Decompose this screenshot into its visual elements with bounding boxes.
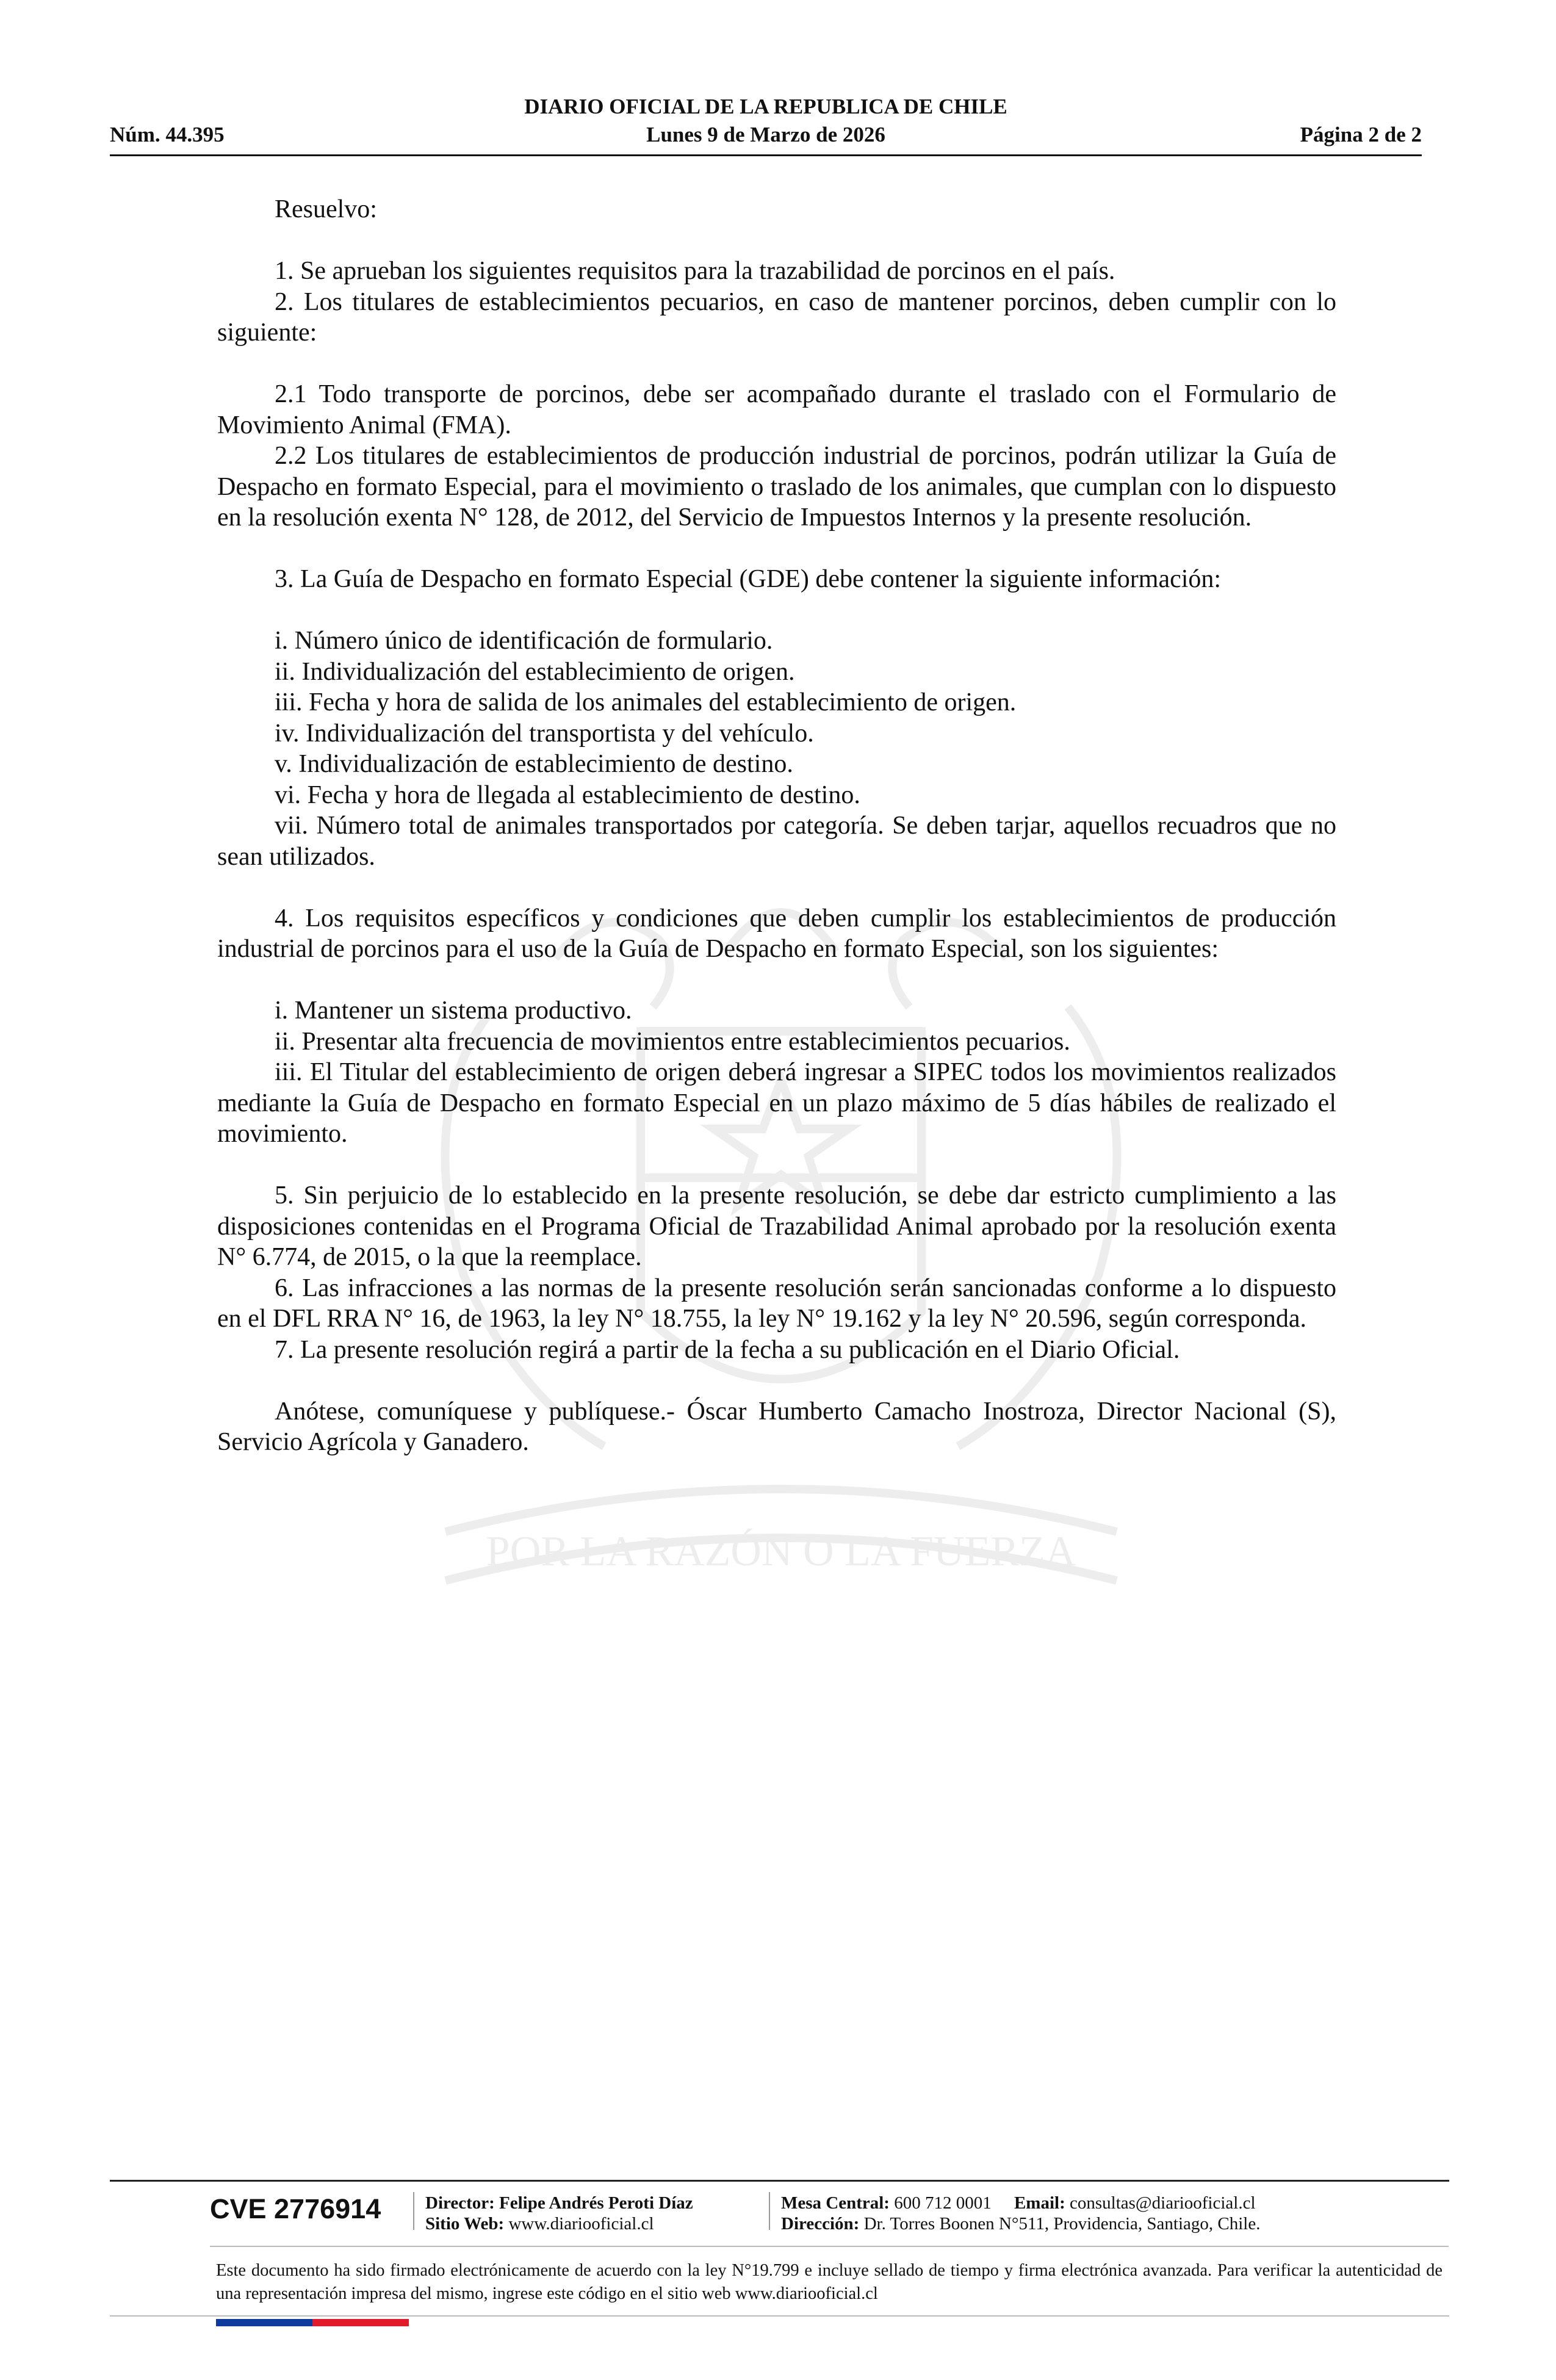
page-footer: [110, 2180, 1449, 2332]
paragraph-7: 7. La presente resolución regirá a partir de la fecha a su publicación en el Diario Oficial.: [275, 1335, 1180, 1364]
list-item: ii. Individualización del establecimiento de origen.: [275, 657, 795, 686]
director-label: Director:: [425, 2193, 495, 2213]
flag-stripe-blue: [216, 2319, 312, 2326]
list-item: iii. Fecha y hora de salida de los animales del establecimiento de origen.: [275, 688, 1017, 716]
director-line: [425, 2193, 693, 2213]
paragraph-resuelvo: Resuelvo:: [275, 195, 377, 223]
paragraph-6: 6. Las infracciones a las normas de la presente resolución serán sancionadas conforme a lo dispuesto en el DFL RRA N° 16, de 1963, la ley N° 18.755, la ley N° 19.162 y la ley N° 20.596, según corresponda.: [217, 1274, 1336, 1333]
list-item: iv. Individualización del transportista y del vehículo.: [275, 719, 814, 748]
list-item: vi. Fecha y hora de llegada al establecimiento de destino.: [275, 781, 860, 809]
website-line: [425, 2214, 654, 2234]
website-label: Sitio Web:: [425, 2214, 505, 2234]
newspaper-title: DIARIO OFICIAL DE LA REPUBLICA DE CHILE: [524, 95, 1007, 118]
flag-stripe-red: [312, 2319, 409, 2326]
paragraph-1: 1. Se aprueban los siguientes requisitos para la trazabilidad de porcinos en el país.: [275, 257, 1115, 285]
phone-label: Mesa Central:: [781, 2193, 890, 2213]
list-item: v. Individualización de establecimiento de destino.: [275, 750, 793, 778]
footer-separator: [413, 2192, 414, 2230]
address-line: [781, 2214, 1260, 2234]
cve-code: CVE 2776914: [210, 2193, 381, 2224]
website-link[interactable]: www.diariooficial.cl: [508, 2214, 654, 2234]
contact-line: [781, 2193, 1256, 2213]
paragraph-3: 3. La Guía de Despacho en formato Especial (GDE) debe contener la siguiente información:: [275, 565, 1222, 593]
document-body: [217, 194, 1336, 1458]
address-value: Dr. Torres Boonen N°511, Providencia, Santiago, Chile.: [863, 2214, 1261, 2234]
page-header: [110, 95, 1422, 159]
list-item: i. Mantener un sistema productivo.: [275, 997, 632, 1025]
issue-date: Lunes 9 de Marzo de 2026: [646, 123, 885, 146]
footer-divider: [210, 2246, 1449, 2247]
director-name: Felipe Andrés Peroti Díaz: [499, 2193, 693, 2213]
address-label: Dirección:: [781, 2214, 860, 2234]
electronic-signature-note: Este documento ha sido firmado electrónicamente de acuerdo con la ley N°19.799 e incluye sellado de tiempo y firma electrónica avanzada. Para verificar la autenticidad de una representación impresa del mismo, ingrese este código en el sitio web www.diariooficial.cl: [216, 2261, 1443, 2303]
issue-number: Núm. 44.395: [110, 123, 225, 146]
paragraph-2-1: 2.1 Todo transporte de porcinos, debe ser acompañado durante el traslado con el Formulario de Movimiento Animal (FMA).: [217, 380, 1336, 439]
signature-paragraph: Anótese, comuníquese y publíquese.- Óscar Humberto Camacho Inostroza, Director Nacional (S), Servicio Agrícola y Ganadero.: [217, 1397, 1336, 1456]
footer-divider: [110, 2315, 1449, 2317]
phone-value: 600 712 0001: [894, 2193, 992, 2213]
paragraph-2: 2. Los titulares de establecimientos pecuarios, en caso de mantener porcinos, deben cumplir con lo siguiente:: [217, 287, 1336, 347]
email-label: Email:: [1014, 2193, 1065, 2213]
email-link[interactable]: consultas@diariooficial.cl: [1070, 2193, 1256, 2213]
footer-divider: [110, 2180, 1449, 2182]
paragraph-5: 5. Sin perjuicio de lo establecido en la presente resolución, se debe dar estricto cumplimiento a las disposiciones contenidas en el Programa Oficial de Trazabilidad Animal aprobado por la resolución exenta N° 6.774, de 2015, o la que la reemplace.: [217, 1181, 1336, 1271]
page-indicator: Página 2 de 2: [1300, 123, 1422, 146]
list-item: i. Número único de identificación de formulario.: [275, 627, 773, 655]
paragraph-2-2: 2.2 Los titulares de establecimientos de producción industrial de porcinos, podrán utilizar la Guía de Despacho en formato Especial, para el movimiento o traslado de los animales, que cumplan con lo dispuesto en la resolución exenta N° 128, de 2012, del Servicio de Impuestos Internos y la presente resolución.: [217, 442, 1336, 532]
watermark-motto: POR LA RAZÓN O LA FUERZA: [486, 1528, 1076, 1575]
paragraph-4: 4. Los requisitos específicos y condiciones que deben cumplir los establecimientos de producción industrial de porcinos para el uso de la Guía de Despacho en formato Especial, son los siguientes:: [217, 904, 1336, 963]
header-divider: [110, 154, 1422, 156]
footer-separator: [769, 2192, 770, 2230]
list-item: iii. El Titular del establecimiento de origen deberá ingresar a SIPEC todos los movimientos realizados mediante la Guía de Despacho en formato Especial en un plazo máximo de 5 días hábiles de realizado el movimiento.: [217, 1058, 1336, 1148]
list-item: vii. Número total de animales transportados por categoría. Se deben tarjar, aquellos recuadros que no sean utilizados.: [217, 812, 1336, 871]
list-item: ii. Presentar alta frecuencia de movimientos entre establecimientos pecuarios.: [275, 1027, 1070, 1056]
